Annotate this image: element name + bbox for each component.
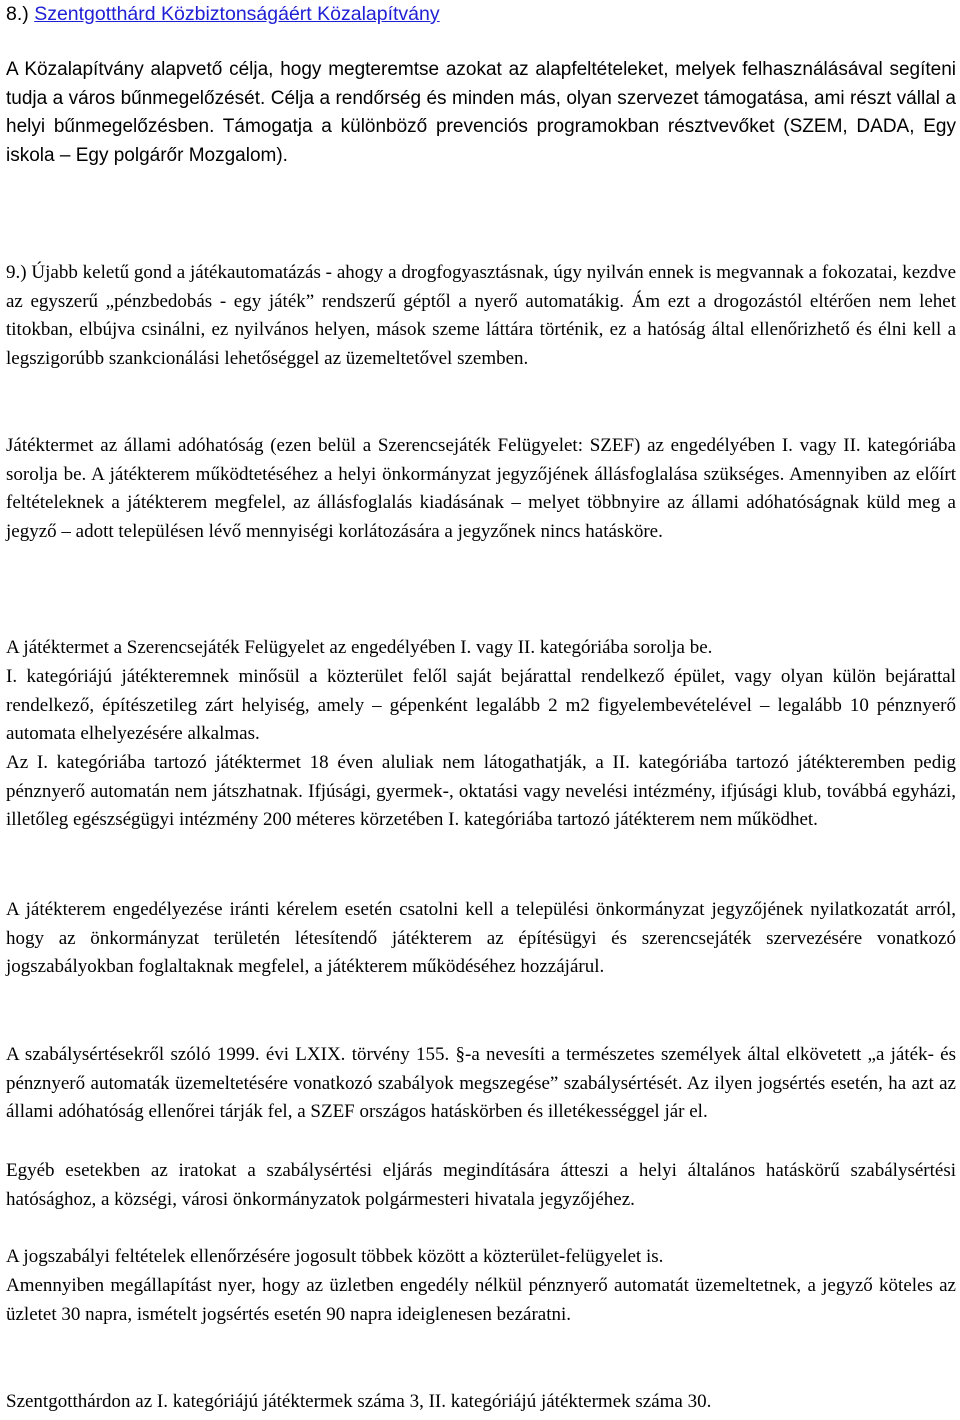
category-restrictions-paragraph: Az I. kategóriába tartozó játéktermet 18 éven aluliak nem látogathatják, a II. kategóriába tartozó játékteremben pedig pénznyerő automatán nem játszhatnak. Ifjúsági, gyermek-, oktatási vagy nevelési intézmény, ifjúsági klub, továbbá egyházi, illetőleg egészségügyi intézmény 200 méteres körzetében I. kategóriába tartozó játékterem nem működhet. <box>6 752 956 831</box>
law-paragraph-3: A jogszabályi feltételek ellenőrzésére jogosult többek között a közterület-felügyelet is. <box>6 1246 664 1267</box>
section-9-intro-paragraph: 9.) Újabb keletű gond a játékautomatázás - ahogy a drogfogyasztásnak, úgy nyilván ennek is megvannak a fokozatai, kezdve az egyszerű „pénzbedobás - egy játék” rendszerű géptől a nyerő automatákig. Ám ezt a drogozástól eltérően nem lehet titokban, elbújva csinálni, ez nyilvános helyen, mások szeme láttára történik, ez a hatóság által ellenőrizhető és élni kell a legszigorúbb szankcionálási lehetőséggel az üzemeltetővel szemben. <box>6 262 956 369</box>
section-8-heading <box>6 0 956 28</box>
application-paragraph: A játékterem engedélyezése iránti kérelem esetén csatolni kell a települési önkormányzat jegyzőjének nyilatkozatát arról, hogy az önkormányzat területén létesítendő játékterem az építésügyi és szerencsejáték szervezésére vonatkozó jogszabályokban foglaltaknak megfelel, a játékterem működéséhez hozzájárul. <box>6 899 956 978</box>
summary-line: Szentgotthárdon az I. kategóriájú játéktermek száma 3, II. kategóriájú játéktermek száma 30. <box>6 1391 712 1412</box>
law-paragraph-4: Amennyiben megállapítást nyer, hogy az üzletben engedély nélkül pénznyerő automatát üzemeltetnek, a jegyző köteles az üzletet 30 napra, ismételt jogsértés esetén 90 napra ideiglenesen bezáratni. <box>6 1275 956 1325</box>
category-one-definition: I. kategóriájú játékteremnek minősül a közterület felől saját bejárattal rendelkező épület, vagy olyan külön bejárattal rendelkező, építészetileg zárt helyiség, amely – gépenként legalább 2 m2 figyelembevételével – legalább 10 pénznyerő automata elhelyezésére alkalmas. <box>6 666 956 745</box>
categories-intro-line: A játéktermet a Szerencsejáték Felügyelet az engedélyében I. vagy II. kategóriába sorolja be. <box>6 637 713 658</box>
law-paragraph-2: Egyéb esetekben az iratokat a szabálysértési eljárás megindítására átteszi a helyi általános hatáskörű szabálysértési hatósághoz, a községi, városi önkormányzatok polgármesteri hivatala jegyzőjéhez. <box>6 1160 956 1210</box>
section-8-paragraph: A Közalapítvány alapvető célja, hogy megteremtse azokat az alapfeltételeket, melyek felhasználásával segíteni tudja a város bűnmegelőzését. Célja a rendőrség és minden más, olyan szervezet támogatása, ami részt vállal a helyi bűnmegelőzésben. Támogatja a különböző prevenciós programokban résztvevőket (SZEM, DADA, Egy iskola – Egy polgárőr Mozgalom). <box>6 59 956 166</box>
law-paragraph-1: A szabálysértésekről szóló 1999. évi LXIX. törvény 155. §-a nevesíti a természetes személyek által elkövetett „a játék- és pénznyerő automaták üzemeltetésére vonatkozó szabályok megszegése” szabálysértését. Az ilyen jogsértés esetén, ha azt az állami adóhatóság ellenőrei tárják fel, a SZEF országos hatáskörben és illetékességgel jár el. <box>6 1044 956 1123</box>
authority-paragraph: Játéktermet az állami adóhatóság (ezen belül a Szerencsejáték Felügyelet: SZEF) az engedélyében I. vagy II. kategóriába sorolja be. A játékterem működtetéséhez a helyi önkormányzat jegyzőjének állásfoglalása szükséges. Amennyiben az előírt feltételeknek a játékterem megfelel, az állásfoglalás kiadásának – melyet többnyire az állami adóhatóságnak küld meg a jegyző – adott településen lévő mennyiségi korlátozására a jegyzőnek nincs hatásköre. <box>6 435 956 542</box>
section-8-title-link[interactable]: Szentgotthárd Közbiztonságáért Közalapítvány <box>34 3 440 25</box>
section-8-number: 8.) <box>6 3 35 25</box>
